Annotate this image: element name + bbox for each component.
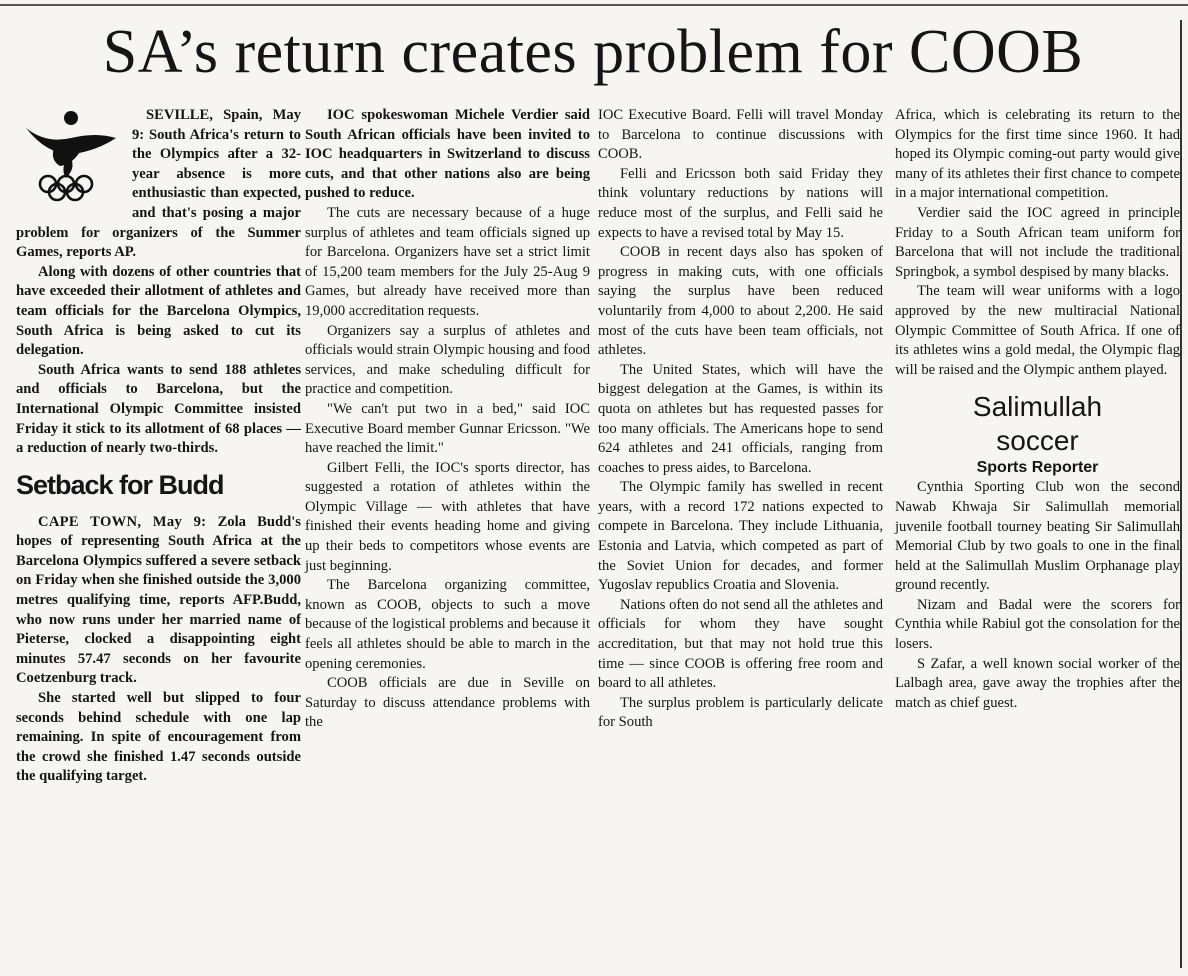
column-2: [305, 106, 590, 733]
paragraph: The team will wear uniforms with a logo approved by the new multiracial National Olympic Committee of South Africa. If one of its athletes wins a gold medal, the Olympic flag will be raised and the Olympic anthem played.: [895, 283, 1180, 378]
paragraph: COOB officials are due in Seville on Saturday to discuss attendance problems with the: [305, 675, 590, 731]
paragraph: Organizers say a surplus of athletes and officials would strain Olympic housing and food services, and make scheduling difficult for practice and competition.: [305, 322, 590, 398]
subheadline-setback-for-budd: Setback for Budd: [16, 469, 224, 500]
paragraph: "We can't put two in a bed," said IOC Executive Board member Gunnar Ericsson. "We have reached the limit.": [305, 400, 590, 457]
paragraph: The Barcelona organizing committee, known as COOB, objects to such a move because of the logistical problems and because it feels all athletes should be able to march in the opening ceremonies.: [305, 577, 590, 672]
paragraph: IOC spokeswoman Michele Verdier said South African officials have been invited to IOC headquarters in Switzerland to discuss cuts, and that other nations also are being pushed to reduce.: [305, 107, 590, 202]
salimullah-headline-line2: soccer: [996, 425, 1079, 457]
paragraph: COOB in recent days also has spoken of progress in making cuts, with one officials saying the surplus have been reduced voluntarily from 4,000 to about 2,200. He said most of the cuts have been team officials, not athletes.: [598, 244, 883, 359]
paragraph: Gilbert Felli, the IOC's sports director, has suggested a rotation of athletes within the Olympic Village — with athletes that have finished their events heading home and giving up their beds to competitors whose events are just beginning.: [305, 459, 590, 574]
paragraph: Felli and Ericsson both said Friday they think voluntary reductions by nations will reduce most of the surplus, and Felli said he expects to have a revised total by May 15.: [598, 165, 883, 241]
paragraph: The United States, which will have the biggest delegation at the Games, is within its quota on athletes but has requested passes for too many officials. The Americans hope to send 624 athletes and 241 officials, ranging from coaches to press aides, to Barcelona.: [598, 361, 883, 476]
lead-text: South Africa's return to the Olympics after a 32-year absence is more enthusiastic than expected, and that's posing a major problem for organizers of the Summer Games, reports AP.: [16, 126, 301, 261]
paragraph: South Africa wants to send 188 athletes and officials to Barcelona, but the International Olympic Committee insisted Friday it stick to its allotment of 68 places — a reduction of nearly two-thirds.: [16, 361, 301, 457]
column-4: [895, 106, 1180, 713]
paragraph: Nations often do not send all the athletes and officials for whom they have sought accreditation, but that may not hold true this time — since COOB is offering free room and board to all athletes.: [598, 596, 883, 692]
budd-dateline: CAPE TOWN, May 9:: [38, 513, 207, 530]
paragraph: S Zafar, a well known social worker of the Lalbagh area, gave away the trophies after the match as chief guest.: [895, 655, 1180, 711]
paragraph: Along with dozens of other countries that have exceeded their allotment of athletes and team officials for the Barcelona Olympics, South Africa is being asked to cut its delegation.: [16, 263, 301, 359]
paragraph: Nizam and Badal were the scorers for Cynthia while Rabiul got the consolation for the losers.: [895, 596, 1180, 653]
budd-paragraph: [16, 513, 301, 689]
right-column-rule: [1180, 20, 1182, 968]
paragraph: Cynthia Sporting Club won the second Nawab Khwaja Sir Salimullah memorial juvenile football tourney beating Sir Salimullah Memorial Club by two goals to one in the final held at the Salimullah Muslim Orphanage play ground recently.: [895, 479, 1180, 594]
salimullah-headline-line1: Salimullah: [972, 391, 1103, 423]
barcelona-olympic-logo: [16, 108, 126, 204]
paragraph: The surplus problem is particularly delicate for South: [598, 694, 883, 731]
column-1: [16, 106, 301, 787]
column-3: [598, 106, 883, 733]
headline: SA’s return creates problem for COOB: [102, 18, 1084, 86]
paragraph: She started well but slipped to four seconds behind schedule with one lap remaining. In spite of encouragement from the crowd she finished 1.47 seconds outside the qualifying target.: [16, 690, 301, 785]
lead-dateline: SEVILLE, Spain, May 9:: [132, 107, 301, 143]
paragraph: Verdier said the IOC agreed in principle Friday to a South African team uniform for Barcelona that will not include the traditional Springbok, a symbol despised by many blacks.: [895, 204, 1180, 280]
paragraph: The Olympic family has swelled in recent years, with a record 172 nations expected to compete in Barcelona. They include Lithuania, Estonia and Latvia, which competed as part of the Soviet Union for decades, and former Yugoslav republics Croatia and Slovenia.: [598, 479, 883, 594]
paragraph: Africa, which is celebrating its return to the Olympics for the first time since 1960. It had hoped its Olympic coming-out party would give many of its athletes their first chance to compete in a major international competition.: [895, 107, 1180, 202]
paragraph: The cuts are necessary because of a huge surplus of athletes and team officials signed up for Barcelona. Organizers have set a strict limit of 15,200 team members for the July 25-Aug 9 Games, but already have received more than 19,000 accreditation requests.: [305, 204, 590, 319]
salimullah-headline: [895, 390, 1180, 458]
paragraph: IOC Executive Board. Felli will travel Monday to Barcelona to continue discussions with COOB.: [598, 107, 883, 163]
top-rule: [0, 4, 1188, 6]
budd-text: Zola Budd's hopes of representing South Africa at the Barcelona Olympics suffered a severe setback on Friday when she finished outside the 3,000 metres qualifying time, reports AFP.Budd, who now runs under her married name of Pieterse, clocked a disappointing eight minutes 57.47 seconds on her favourite Coetzenburg track.: [16, 513, 301, 687]
byline-sports-reporter: Sports Reporter: [976, 459, 1099, 477]
